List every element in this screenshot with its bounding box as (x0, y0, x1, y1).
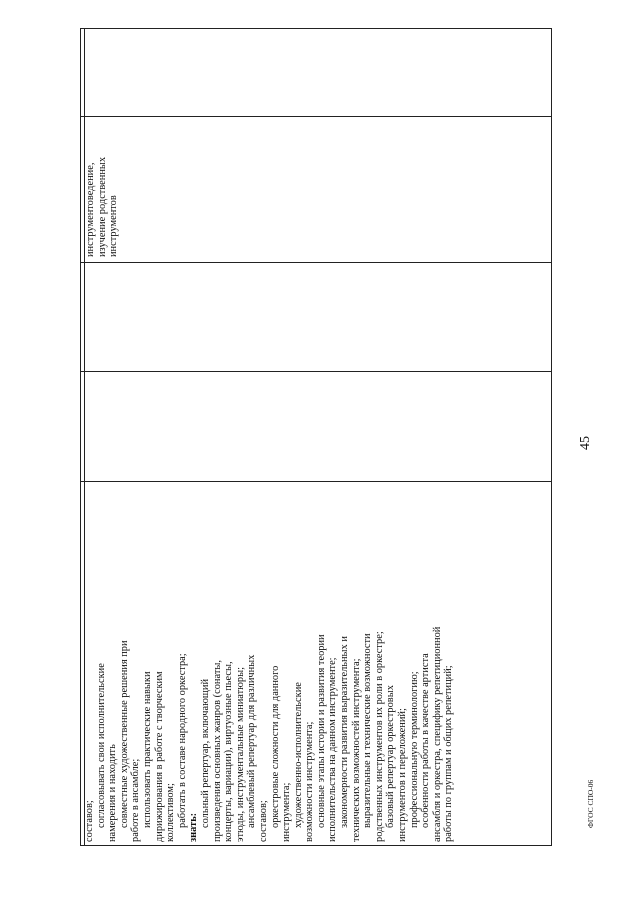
discipline-text (85, 117, 120, 257)
text-line: составов; (257, 800, 269, 842)
text-line: согласовывать свои исполнительские (95, 663, 107, 828)
text-line: оркестровые сложности для данного (269, 665, 281, 828)
text-line: художественно-исполнительские (292, 682, 304, 828)
text-line: намерения и находить (107, 744, 119, 842)
knowledge-skills-text (84, 484, 455, 842)
text-line: родственных инструментов их роли в оркестре; (373, 631, 385, 842)
text-line: инструмента; (281, 782, 293, 842)
text-line: закономерности развития выразительных и (339, 636, 351, 828)
table-border-right (551, 28, 552, 846)
text-line: знать: (188, 812, 200, 842)
text-line: выразительные и технические возможности (362, 633, 374, 828)
knowledge-skills-cell (84, 482, 551, 845)
text-line: основные этапы истории и развития теории (315, 634, 327, 828)
text-line: базовый репертуар оркестровых (385, 685, 397, 828)
text-line: работать в составе народного оркестра; (176, 653, 188, 828)
discipline-cell (84, 117, 551, 262)
text-line: профессиональную терминологию; (408, 671, 420, 828)
text-line: возможности инструмента; (304, 721, 316, 842)
text-line: составов; (84, 800, 95, 842)
page-number: 45 (578, 436, 593, 450)
text-line: использовать практические навыки (141, 671, 153, 828)
table-border-top (80, 28, 552, 29)
text-line: ансамбля и оркестра, специфику репетиционной (431, 626, 443, 842)
text-line: этюды, инструментальные миниатюры; (234, 667, 246, 842)
text-line: дирижирования в работе с творческим (153, 671, 165, 842)
text-line: инструментоведение, (85, 162, 96, 257)
text-line: совместные художественные решения при (118, 640, 130, 828)
column-divider-3 (80, 371, 552, 372)
text-line: исполнительства на данном инструменте; (327, 657, 339, 842)
text-line: работы по группам и общих репетиций; (443, 665, 455, 842)
text-line: концерты, вариации), виртуозные пьесы, (223, 661, 235, 842)
text-line: изучение родственных (96, 156, 108, 257)
text-line: сольный репертуар, включающий (199, 678, 211, 828)
text-line: инструментов (108, 195, 120, 257)
table-border-bottom (80, 845, 552, 846)
text-line: ансамблевый репертуар для различных (246, 654, 258, 828)
text-line: инструментов и переложений; (397, 708, 409, 842)
text-line: особенности работы в качестве артиста (420, 653, 432, 828)
text-line: произведения основных жанров (сонаты, (211, 660, 223, 842)
text-line: технических возможностей инструмента; (350, 658, 362, 842)
column-divider-2 (80, 262, 552, 263)
table-border-left (80, 28, 81, 846)
text-line: коллективом; (165, 783, 177, 842)
text-line: работе в ансамбле; (130, 758, 142, 842)
footer-text: ФГОС СПО-06 (586, 779, 595, 828)
